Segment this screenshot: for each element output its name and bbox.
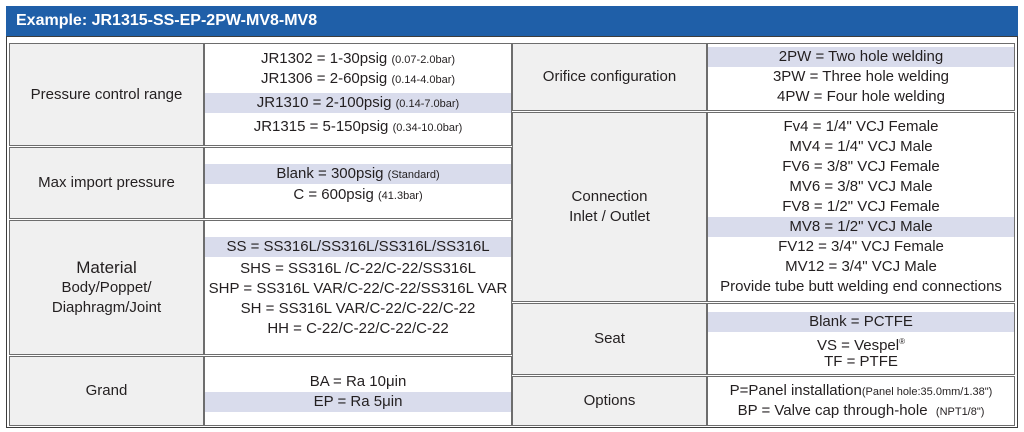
max-import-options bbox=[204, 147, 512, 219]
orifice-label-text: Orifice configuration bbox=[542, 68, 677, 85]
seat-label-text: Seat bbox=[594, 330, 625, 347]
table-title: Example: JR1315-SS-EP-2PW-MV8-MV8 bbox=[6, 6, 1018, 36]
connection-label bbox=[512, 112, 707, 302]
max-import-label-text: Max import pressure bbox=[38, 174, 175, 191]
connection-option-fv8: FV8 = 1/2" VCJ Female bbox=[782, 198, 940, 215]
grand-option-ba: BA = Ra 10μin bbox=[309, 373, 407, 390]
material-sublabel-2: Diaphragm/Joint bbox=[51, 298, 162, 316]
pressure-range-options bbox=[204, 43, 512, 146]
connection-label-line-1: Connection bbox=[571, 188, 648, 205]
pressure-option-jr1310: JR1310 = 2-100psig (0.14-7.0bar) bbox=[205, 93, 511, 113]
seat-option-blank: Blank = PCTFE bbox=[708, 312, 1014, 332]
material-option-shs: SHS = SS316L /C-22/C-22/SS316L bbox=[240, 260, 476, 277]
seat-label bbox=[512, 303, 707, 375]
connection-option-fv6: FV6 = 3/8" VCJ Female bbox=[782, 158, 940, 175]
grand-options bbox=[204, 356, 512, 426]
seat-option-tf: TF = PTFE bbox=[824, 353, 898, 370]
connection-option-mv4: MV4 = 1/4" VCJ Male bbox=[789, 138, 933, 155]
pressure-range-label bbox=[9, 43, 204, 146]
orifice-label bbox=[512, 43, 707, 111]
grand-label bbox=[9, 356, 204, 426]
connection-option-butt-weld: Provide tube butt welding end connections bbox=[720, 278, 1002, 295]
material-label-title: Material bbox=[76, 257, 137, 277]
pressure-option-jr1302: JR1302 = 1-30psig (0.07-2.0bar) bbox=[260, 50, 456, 67]
options-label-text: Options bbox=[583, 392, 636, 409]
connection-options bbox=[707, 112, 1015, 302]
material-options bbox=[204, 220, 512, 355]
orifice-option-4pw: 4PW = Four hole welding bbox=[776, 88, 945, 105]
seat-option-vs: VS = Vespel® bbox=[816, 337, 906, 354]
orifice-options bbox=[707, 43, 1015, 111]
pressure-option-jr1315: JR1315 = 5-150psig (0.34-10.0bar) bbox=[253, 118, 463, 135]
orifice-option-3pw: 3PW = Three hole welding bbox=[772, 68, 950, 85]
connection-option-fv12: FV12 = 3/4" VCJ Female bbox=[778, 238, 944, 255]
grand-option-ep: EP = Ra 5μin bbox=[205, 392, 511, 412]
max-import-option-c: C = 600psig (41.3bar) bbox=[293, 186, 423, 203]
pressure-range-label-text: Pressure control range bbox=[30, 85, 183, 103]
material-option-ss: SS = SS316L/SS316L/SS316L/SS316L bbox=[205, 237, 511, 257]
options-label bbox=[512, 376, 707, 426]
connection-label-line-2: Inlet / Outlet bbox=[569, 208, 650, 225]
material-label bbox=[9, 220, 204, 355]
options-options bbox=[707, 376, 1015, 426]
option-valve-cap-through-hole: BP = Valve cap through-hole (NPT1/8") bbox=[737, 402, 985, 419]
pressure-option-jr1306: JR1306 = 2-60psig (0.14-4.0bar) bbox=[260, 70, 456, 87]
material-option-shp: SHP = SS316L VAR/C-22/C-22/SS316L VAR bbox=[208, 280, 508, 297]
seat-options bbox=[707, 303, 1015, 375]
connection-option-fv4: Fv4 = 1/4" VCJ Female bbox=[783, 118, 939, 135]
max-import-option-blank: Blank = 300psig (Standard) bbox=[205, 164, 511, 184]
connection-option-mv8: MV8 = 1/2" VCJ Male bbox=[708, 217, 1014, 237]
max-import-label bbox=[9, 147, 204, 219]
connection-option-mv6: MV6 = 3/8" VCJ Male bbox=[789, 178, 933, 195]
material-sublabel-1: Body/Poppet/ bbox=[61, 278, 152, 296]
material-option-hh: HH = C-22/C-22/C-22/C-22 bbox=[267, 320, 449, 337]
orifice-option-2pw: 2PW = Two hole welding bbox=[708, 47, 1014, 67]
spec-table bbox=[6, 36, 1018, 428]
connection-option-mv12: MV12 = 3/4" VCJ Male bbox=[785, 258, 937, 275]
material-option-sh: SH = SS316L VAR/C-22/C-22/C-22 bbox=[240, 300, 476, 317]
option-panel-installation: P=Panel installation(Panel hole:35.0mm/1.38") bbox=[729, 382, 993, 399]
grand-label-text: Grand bbox=[85, 382, 128, 399]
